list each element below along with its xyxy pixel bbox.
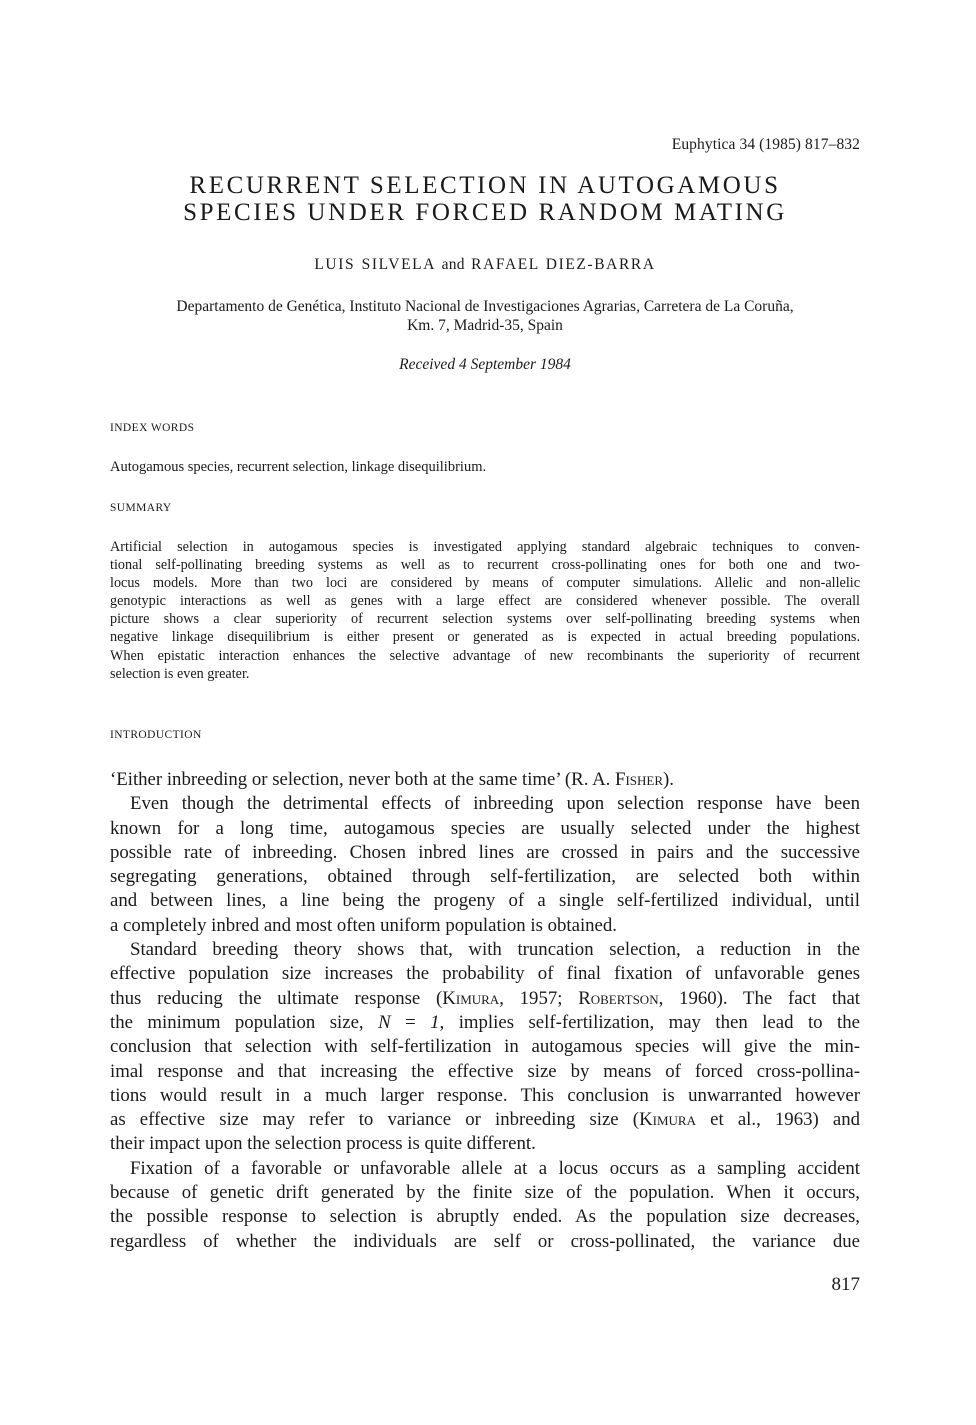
citation-author: Kimura	[639, 1109, 696, 1131]
text-span: et al., 1963) and	[710, 1109, 860, 1131]
author-line	[110, 256, 860, 274]
paragraph-2-line: effective population size increases the probability of final fixation of unfavorable genes	[110, 963, 860, 985]
paragraph-2-line	[110, 1108, 860, 1132]
quote-author: Fisher	[615, 769, 664, 790]
paragraph-2-line: conclusion that selection with self-fertilization in autogamous species will give the min-	[110, 1036, 860, 1058]
paragraph-1-line: Even though the detrimental effects of inbreeding upon selection response have been	[130, 793, 860, 815]
citation-author: Kimura	[442, 987, 500, 1009]
paragraph-1-line: and between lines, a line being the progeny of a single self-fertilized individual, until	[110, 890, 860, 912]
epigraph-quote	[110, 768, 860, 792]
summary-text	[110, 538, 860, 683]
text-span: , 1960). The fact that	[658, 987, 861, 1009]
math-value: 1	[430, 1011, 440, 1033]
summary-line: picture shows a clear superiority of recurrent selection systems over self-pollinating breeding systems when	[110, 611, 860, 628]
index-words-text: Autogamous species, recurrent selection, linkage disequilibrium.	[110, 459, 487, 475]
text-span: thus reducing the ultimate response (	[110, 987, 443, 1009]
text-span: as effective size may refer to variance or inbreeding size (	[110, 1109, 640, 1131]
author-1: LUIS SILVELA	[314, 256, 436, 273]
author-conjunction: and	[441, 256, 465, 273]
summary-line: selection is even greater.	[110, 665, 250, 682]
introduction-body	[110, 768, 860, 1254]
affiliation-line-2: Km. 7, Madrid-35, Spain	[407, 317, 563, 334]
paragraph-1-line: possible rate of inbreeding. Chosen inbred lines are crossed in pairs and the successive	[110, 841, 860, 863]
paragraph-2-line: their impact upon the selection process is quite different.	[110, 1133, 536, 1155]
paragraph-2-line	[110, 1011, 860, 1035]
summary-line: tional self-pollinating breeding systems as well as to recurrent cross-pollinating ones for both one and two-	[110, 557, 860, 574]
citation-author: Robertson	[578, 987, 659, 1009]
paragraph-3-line: because of genetic drift generated by the finite size of the population. When it occurs,	[110, 1182, 860, 1204]
paragraph-3-line: regardless of whether the individuals are self or cross-pollinated, the variance due	[110, 1230, 860, 1252]
index-words-heading: INDEX WORDS	[110, 422, 195, 434]
quote-end: ).	[663, 769, 674, 790]
title-line-1: RECURRENT SELECTION IN AUTOGAMOUS	[189, 172, 781, 199]
text-span: the minimum population size,	[110, 1011, 364, 1033]
paragraph-2-line: Standard breeding theory shows that, with truncation selection, a reduction in the	[130, 939, 860, 961]
summary-line: negative linkage disequilibrium is either present or generated as is expected in actual breeding populations.	[110, 629, 860, 646]
math-operator: =	[405, 1011, 416, 1033]
text-span: , 1957;	[499, 987, 563, 1009]
paragraph-1-line: a completely inbred and most often uniform population is obtained.	[110, 914, 617, 936]
summary-line: When epistatic interaction enhances the selective advantage of new recombinants the superiority of recurrent	[110, 647, 860, 664]
quote-text: ‘Either inbreeding or selection, never both at the same time’ (R. A.	[110, 769, 611, 790]
summary-line: locus models. More than two loci are considered by means of computer simulations. Allelic and non-allelic	[110, 575, 860, 592]
page-number: 817	[831, 1274, 860, 1295]
summary-heading: SUMMARY	[110, 502, 172, 514]
paragraph-3-line: Fixation of a favorable or unfavorable allele at a locus occurs as a sampling accident	[130, 1157, 860, 1179]
summary-line: Artificial selection in autogamous species is investigated applying standard algebraic techniques to conven-	[110, 539, 860, 555]
author-2: RAFAEL DIEZ-BARRA	[471, 256, 656, 273]
paragraph-2-line: imal response and that increasing the effective size by means of forced cross-pollina-	[110, 1060, 860, 1082]
paragraph-3-line: the possible response to selection is abruptly ended. As the population size decreases,	[110, 1206, 860, 1228]
math-variable: N	[378, 1011, 391, 1033]
paper-title	[110, 172, 860, 226]
journal-reference: Euphytica 34 (1985) 817–832	[671, 136, 860, 153]
received-date: Received 4 September 1984	[399, 356, 571, 373]
paragraph-2-line: tions would result in a much larger response. This conclusion is unwarranted however	[110, 1084, 860, 1106]
text-span: , implies self-fertilization, may then lead to the	[439, 1011, 860, 1033]
summary-line: genotypic interactions as well as genes with a large effect are considered whenever possible. The overall	[110, 593, 860, 610]
paragraph-1-line: segregating generations, obtained through self-fertilization, are selected both within	[110, 866, 860, 888]
title-line-2: SPECIES UNDER FORCED RANDOM MATING	[183, 199, 787, 226]
affiliation	[110, 297, 860, 335]
affiliation-line-1: Departamento de Genética, Instituto Nacional de Investigaciones Agrarias, Carretera de La Coruña,	[176, 298, 794, 315]
paragraph-1-line: known for a long time, autogamous species are usually selected under the highest	[110, 817, 860, 839]
paragraph-2-line	[110, 987, 860, 1011]
introduction-heading: INTRODUCTION	[110, 729, 202, 741]
